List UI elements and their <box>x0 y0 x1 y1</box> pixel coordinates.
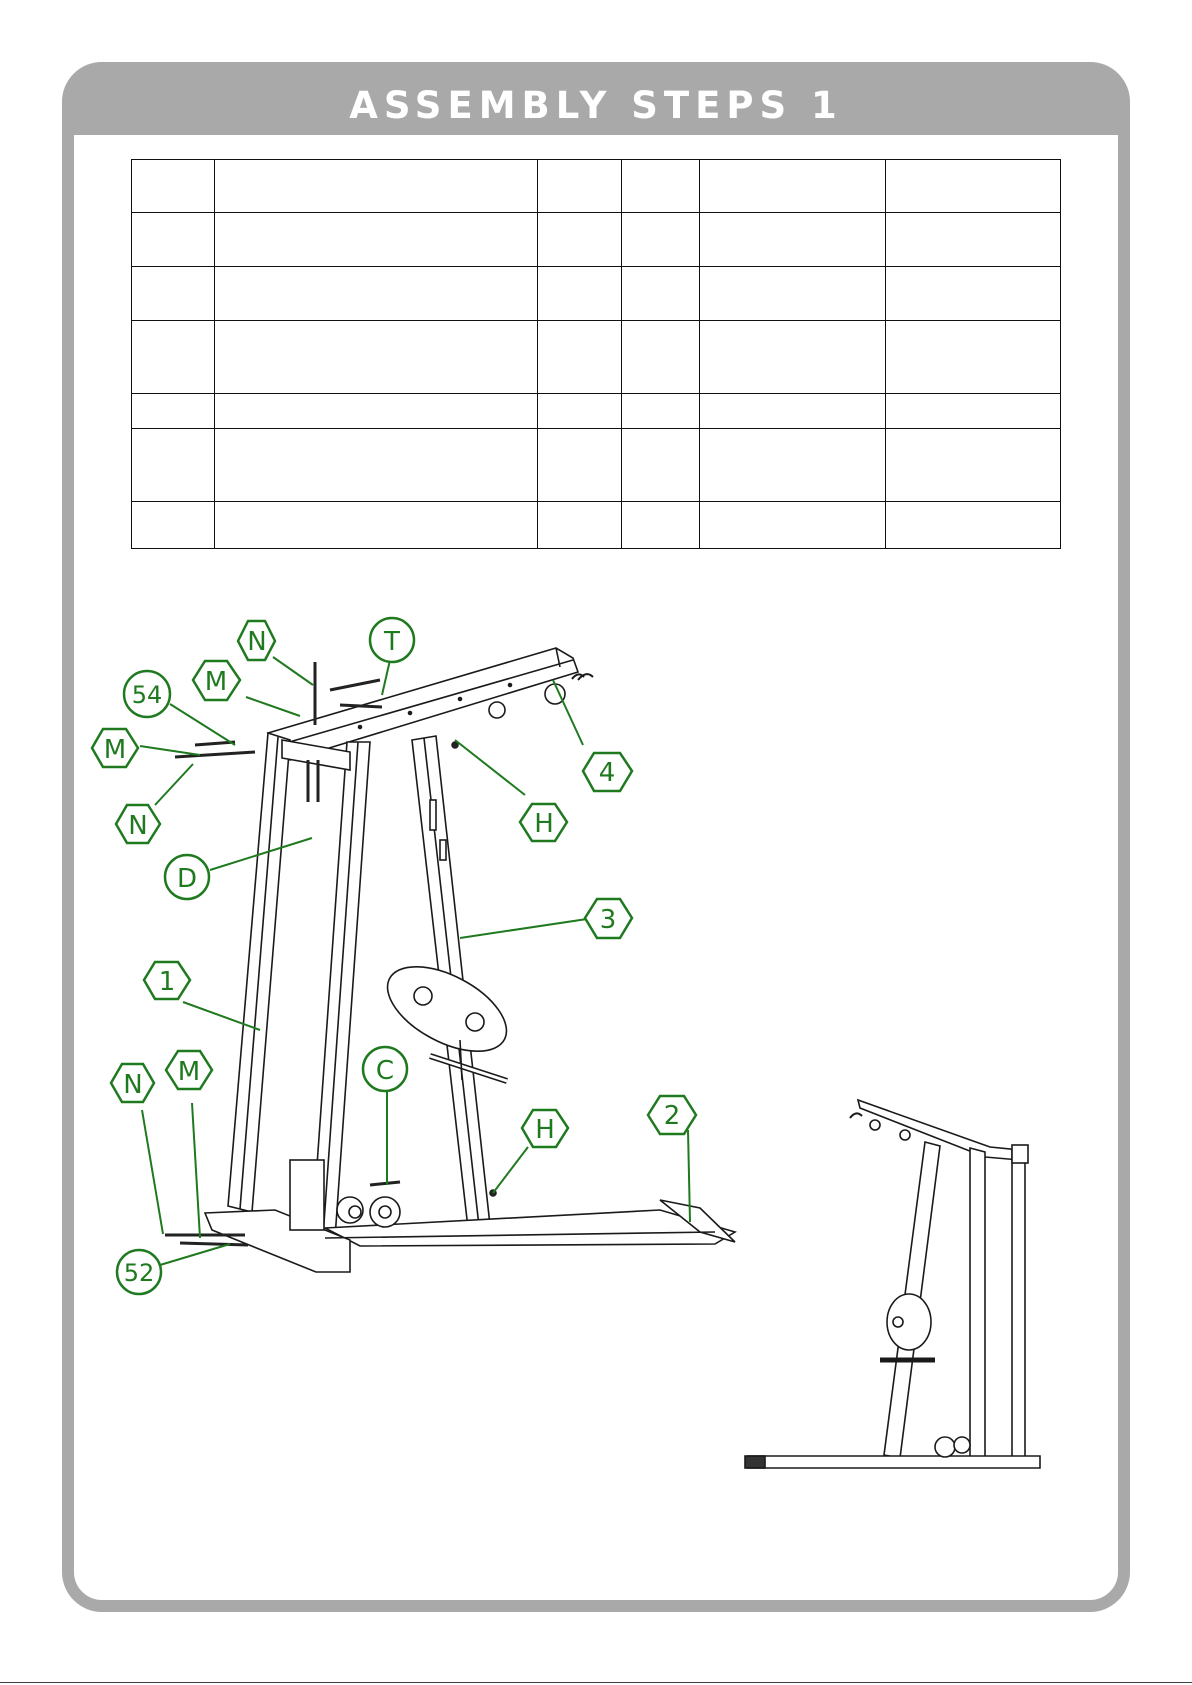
callout-h-lower: H <box>535 1115 555 1145</box>
callout-n-lower: N <box>123 1070 143 1100</box>
callout-n-top: N <box>247 627 267 657</box>
callout-h-upper: H <box>534 809 554 839</box>
callout-c: C <box>375 1056 395 1086</box>
callout-n-left: N <box>128 811 148 841</box>
callout-m-top: M <box>204 667 228 697</box>
page-title: ASSEMBLY STEPS 1 <box>349 84 843 127</box>
side-view-drawing <box>745 1100 1040 1468</box>
callout-d: D <box>176 864 198 894</box>
page-bottom-rule <box>0 1682 1192 1683</box>
upright-part-1 <box>228 733 290 1212</box>
callout-part-2: 2 <box>663 1101 681 1131</box>
callout-part-3: 3 <box>599 905 617 935</box>
callout-part-4: 4 <box>598 758 616 788</box>
callout-m-left: M <box>103 735 127 765</box>
callout-m-lower: M <box>177 1057 201 1087</box>
callout-54: 54 <box>131 681 163 709</box>
callout-t: T <box>384 627 400 657</box>
callout-part-1: 1 <box>158 967 176 997</box>
main-assembly-drawing <box>165 648 735 1272</box>
callout-52: 52 <box>123 1259 155 1287</box>
